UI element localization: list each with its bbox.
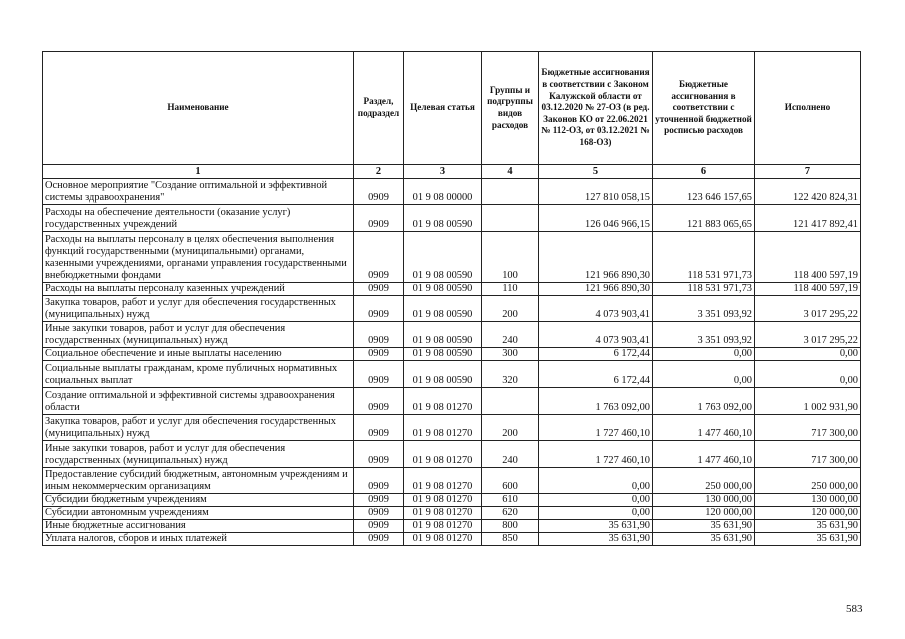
- row-razdel: 0909: [354, 520, 404, 533]
- row-vid: 600: [482, 468, 539, 494]
- page-number: 583: [846, 603, 863, 615]
- row-razdel: 0909: [354, 179, 404, 205]
- row-name: Социальные выплаты гражданам, кроме публичных нормативных социальных выплат: [43, 361, 354, 388]
- row-statya: 01 9 08 00590: [404, 348, 482, 361]
- row-law-allocation: 6 172,44: [539, 348, 653, 361]
- row-executed: 35 631,90: [755, 520, 861, 533]
- row-razdel: 0909: [354, 468, 404, 494]
- column-number: 4: [482, 165, 539, 179]
- row-name: Иные закупки товаров, работ и услуг для обеспечения государственных (муниципальных) нужд: [43, 322, 354, 348]
- row-plan-allocation: 35 631,90: [653, 520, 755, 533]
- row-razdel: 0909: [354, 388, 404, 415]
- header-statya: Целевая статья: [404, 52, 482, 165]
- row-statya: 01 9 08 01270: [404, 520, 482, 533]
- row-vid: 200: [482, 296, 539, 322]
- table-body: [43, 179, 861, 546]
- table-row: [43, 415, 861, 441]
- row-statya: 01 9 08 00590: [404, 283, 482, 296]
- table-row: [43, 348, 861, 361]
- row-law-allocation: 4 073 903,41: [539, 322, 653, 348]
- row-name: Основное мероприятие "Создание оптимальной и эффективной системы здравоохранения": [43, 179, 354, 205]
- row-executed: 3 017 295,22: [755, 296, 861, 322]
- row-law-allocation: 1 727 460,10: [539, 415, 653, 441]
- row-razdel: 0909: [354, 205, 404, 232]
- row-name: Расходы на выплаты персоналу казенных учреждений: [43, 283, 354, 296]
- row-executed: 717 300,00: [755, 441, 861, 468]
- row-razdel: 0909: [354, 348, 404, 361]
- row-executed: 0,00: [755, 348, 861, 361]
- row-vid: [482, 179, 539, 205]
- row-plan-allocation: 123 646 157,65: [653, 179, 755, 205]
- row-vid: 850: [482, 533, 539, 546]
- row-razdel: 0909: [354, 361, 404, 388]
- row-law-allocation: 1 763 092,00: [539, 388, 653, 415]
- header-row: [43, 52, 861, 165]
- table-row: [43, 507, 861, 520]
- row-statya: 01 9 08 01270: [404, 388, 482, 415]
- row-plan-allocation: 118 531 971,73: [653, 283, 755, 296]
- header-vid: Группы и подгруппы видов расходов: [482, 52, 539, 165]
- row-executed: 3 017 295,22: [755, 322, 861, 348]
- column-number: 6: [653, 165, 755, 179]
- row-executed: 118 400 597,19: [755, 232, 861, 283]
- row-vid: 240: [482, 322, 539, 348]
- row-plan-allocation: 0,00: [653, 348, 755, 361]
- row-vid: 800: [482, 520, 539, 533]
- row-razdel: 0909: [354, 507, 404, 520]
- row-razdel: 0909: [354, 415, 404, 441]
- column-number: 5: [539, 165, 653, 179]
- row-statya: 01 9 08 01270: [404, 468, 482, 494]
- column-number: 3: [404, 165, 482, 179]
- row-law-allocation: 0,00: [539, 468, 653, 494]
- header-executed: Исполнено: [755, 52, 861, 165]
- row-law-allocation: 126 046 966,15: [539, 205, 653, 232]
- column-number: 7: [755, 165, 861, 179]
- table-row: [43, 283, 861, 296]
- row-executed: 118 400 597,19: [755, 283, 861, 296]
- row-law-allocation: 35 631,90: [539, 520, 653, 533]
- row-executed: 120 000,00: [755, 507, 861, 520]
- row-vid: 100: [482, 232, 539, 283]
- row-statya: 01 9 08 00000: [404, 179, 482, 205]
- row-name: Субсидии бюджетным учреждениям: [43, 494, 354, 507]
- row-statya: 01 9 08 00590: [404, 205, 482, 232]
- row-executed: 717 300,00: [755, 415, 861, 441]
- row-executed: 122 420 824,31: [755, 179, 861, 205]
- row-razdel: 0909: [354, 322, 404, 348]
- row-law-allocation: 35 631,90: [539, 533, 653, 546]
- row-vid: 200: [482, 415, 539, 441]
- row-executed: 130 000,00: [755, 494, 861, 507]
- row-vid: 240: [482, 441, 539, 468]
- header-law-allocation: Бюджетные ассигнования в соответствии с Законом Калужской области от 03.12.2020 № 27-ОЗ (в ред. Законов КО от 22.06.2021 № 112-ОЗ, от 03.12.2021 № 168-ОЗ): [539, 52, 653, 165]
- row-law-allocation: 0,00: [539, 494, 653, 507]
- row-executed: 0,00: [755, 361, 861, 388]
- header-razdel: Раздел, подраздел: [354, 52, 404, 165]
- row-statya: 01 9 08 00590: [404, 296, 482, 322]
- row-name: Создание оптимальной и эффективной системы здравоохранения области: [43, 388, 354, 415]
- row-vid: 110: [482, 283, 539, 296]
- table-row: [43, 296, 861, 322]
- row-plan-allocation: 121 883 065,65: [653, 205, 755, 232]
- row-statya: 01 9 08 00590: [404, 232, 482, 283]
- row-name: Закупка товаров, работ и услуг для обеспечения государственных (муниципальных) нужд: [43, 296, 354, 322]
- table-row: [43, 179, 861, 205]
- row-name: Расходы на обеспечение деятельности (оказание услуг) государственных учреждений: [43, 205, 354, 232]
- row-law-allocation: 121 966 890,30: [539, 232, 653, 283]
- table-row: [43, 533, 861, 546]
- row-vid: 610: [482, 494, 539, 507]
- row-plan-allocation: 3 351 093,92: [653, 296, 755, 322]
- row-name: Уплата налогов, сборов и иных платежей: [43, 533, 354, 546]
- column-number: 1: [43, 165, 354, 179]
- row-vid: 300: [482, 348, 539, 361]
- row-executed: 1 002 931,90: [755, 388, 861, 415]
- row-razdel: 0909: [354, 296, 404, 322]
- row-law-allocation: 1 727 460,10: [539, 441, 653, 468]
- row-razdel: 0909: [354, 232, 404, 283]
- row-name: Предоставление субсидий бюджетным, автономным учреждениям и иным некоммерческим организациям: [43, 468, 354, 494]
- row-statya: 01 9 08 01270: [404, 507, 482, 520]
- row-plan-allocation: 250 000,00: [653, 468, 755, 494]
- row-name: Иные закупки товаров, работ и услуг для обеспечения государственных (муниципальных) нужд: [43, 441, 354, 468]
- row-plan-allocation: 1 477 460,10: [653, 441, 755, 468]
- row-law-allocation: 127 810 058,15: [539, 179, 653, 205]
- row-law-allocation: 6 172,44: [539, 361, 653, 388]
- header-name: Наименование: [43, 52, 354, 165]
- column-number: 2: [354, 165, 404, 179]
- table-row: [43, 468, 861, 494]
- row-executed: 35 631,90: [755, 533, 861, 546]
- column-number-row: [43, 165, 861, 179]
- row-law-allocation: 121 966 890,30: [539, 283, 653, 296]
- row-law-allocation: 0,00: [539, 507, 653, 520]
- row-law-allocation: 4 073 903,41: [539, 296, 653, 322]
- row-plan-allocation: 120 000,00: [653, 507, 755, 520]
- row-plan-allocation: 1 763 092,00: [653, 388, 755, 415]
- row-plan-allocation: 130 000,00: [653, 494, 755, 507]
- row-statya: 01 9 08 00590: [404, 322, 482, 348]
- row-name: Расходы на выплаты персоналу в целях обеспечения выполнения функций государственными (муниципальными) органами, казенными учреждениями, органами управления государственными внебюджетными фондами: [43, 232, 354, 283]
- table-row: [43, 232, 861, 283]
- row-statya: 01 9 08 01270: [404, 441, 482, 468]
- row-statya: 01 9 08 01270: [404, 494, 482, 507]
- table-row: [43, 361, 861, 388]
- table-row: [43, 441, 861, 468]
- table-row: [43, 388, 861, 415]
- table-row: [43, 494, 861, 507]
- row-plan-allocation: 1 477 460,10: [653, 415, 755, 441]
- row-executed: 250 000,00: [755, 468, 861, 494]
- row-plan-allocation: 118 531 971,73: [653, 232, 755, 283]
- table-row: [43, 322, 861, 348]
- row-name: Иные бюджетные ассигнования: [43, 520, 354, 533]
- row-vid: 620: [482, 507, 539, 520]
- row-statya: 01 9 08 01270: [404, 533, 482, 546]
- row-name: Социальное обеспечение и иные выплаты населению: [43, 348, 354, 361]
- row-executed: 121 417 892,41: [755, 205, 861, 232]
- row-vid: [482, 205, 539, 232]
- row-razdel: 0909: [354, 441, 404, 468]
- row-plan-allocation: 0,00: [653, 361, 755, 388]
- row-razdel: 0909: [354, 494, 404, 507]
- header-plan-allocation: Бюджетные ассигнования в соответствии с уточненной бюджетной росписью расходов: [653, 52, 755, 165]
- table-row: [43, 205, 861, 232]
- budget-table: [42, 51, 861, 546]
- row-name: Закупка товаров, работ и услуг для обеспечения государственных (муниципальных) нужд: [43, 415, 354, 441]
- row-name: Субсидии автономным учреждениям: [43, 507, 354, 520]
- row-statya: 01 9 08 00590: [404, 361, 482, 388]
- row-plan-allocation: 3 351 093,92: [653, 322, 755, 348]
- row-razdel: 0909: [354, 283, 404, 296]
- row-plan-allocation: 35 631,90: [653, 533, 755, 546]
- row-statya: 01 9 08 01270: [404, 415, 482, 441]
- row-vid: 320: [482, 361, 539, 388]
- row-vid: [482, 388, 539, 415]
- row-razdel: 0909: [354, 533, 404, 546]
- table-row: [43, 520, 861, 533]
